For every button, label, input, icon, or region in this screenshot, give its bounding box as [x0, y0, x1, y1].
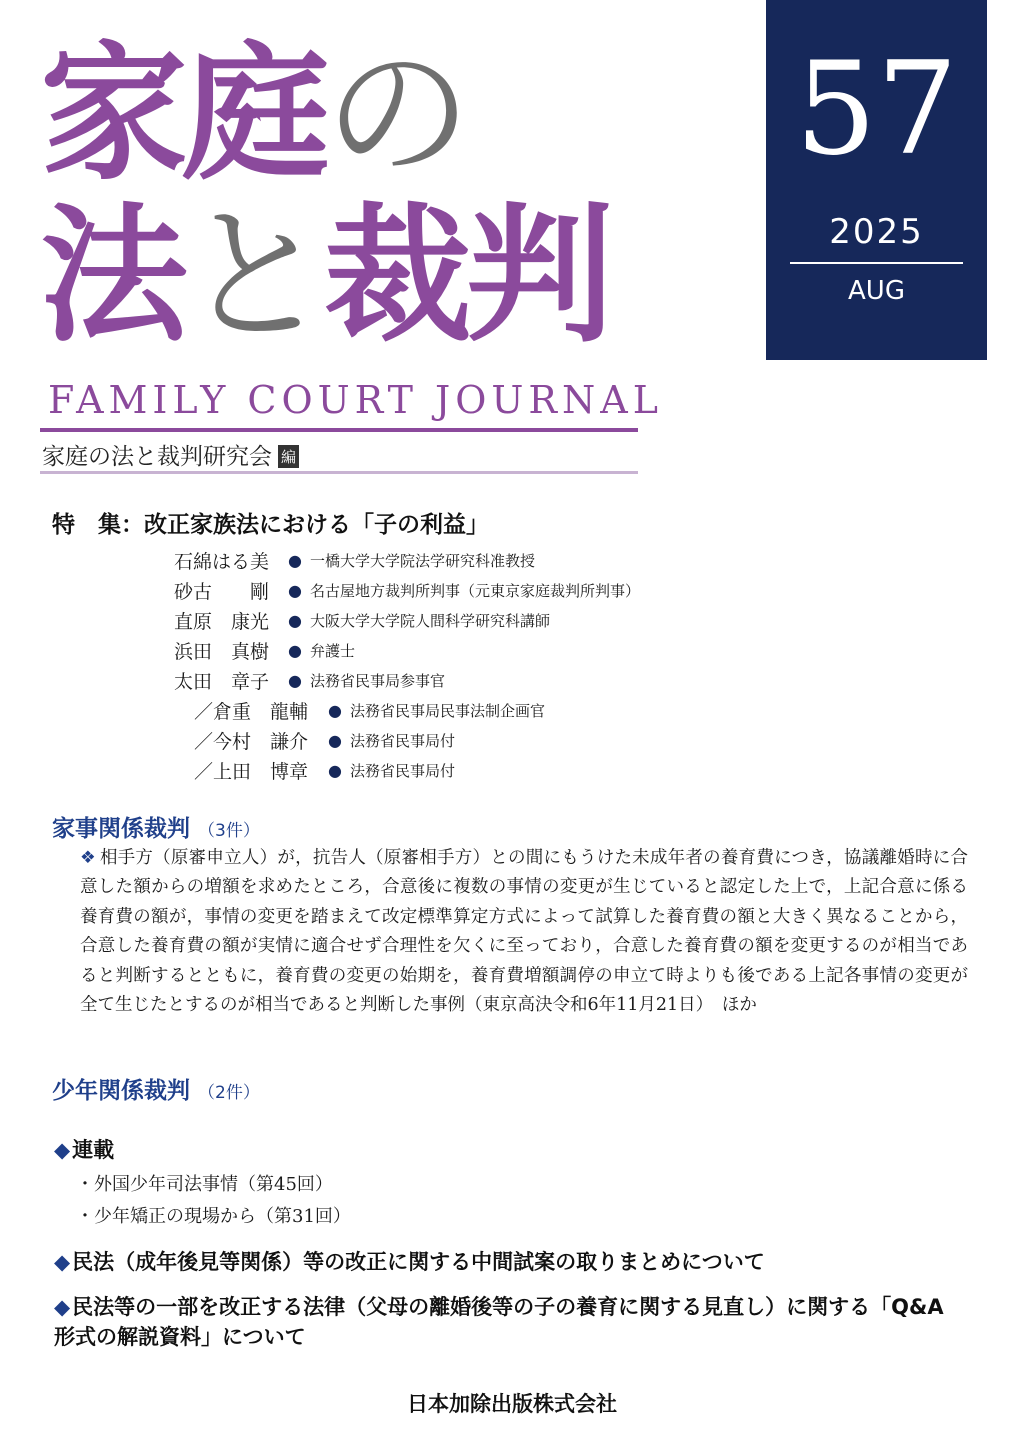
author-affiliation: 法務省民事局参事官 — [309, 671, 445, 690]
author-affiliation: 弁護士 — [309, 641, 355, 660]
diamond-icon: ◆ — [54, 1250, 71, 1274]
author-affiliation: 法務省民事局付 — [349, 731, 455, 750]
bullet-dot-icon: ● — [328, 730, 342, 750]
case-summary-text: 相手方（原審申立人）が，抗告人（原審相手方）との間にもうけた未成年者の養育費につき，協議離婚時に合意した額からの増額を求めたところ，合意後に複数の事情の変更が生じていると認定した上で，上記合意に係る養育費の額が，事情の変更を踏まえて改定標準算定方式によって試算した養育費の額と大きく異なることから，合意した養育費の額が実情に適合せず合理性を欠くに至っており，合意した養育費の額を変更するのが相当であると判断するとともに，養育費の変更の始期を，養育費増額調停の申立て時よりも後である上記各事情の変更が全て生じたとするのが相当であると判断した事例（東京高決令和6年11月21日） ほか — [80, 848, 968, 1016]
editor-tag: 編 — [278, 445, 299, 468]
bullet-dot-icon: ● — [288, 580, 302, 600]
author-name: 直原 康光 — [174, 610, 270, 633]
series-heading — [54, 1134, 114, 1164]
domestic-cases-title: 家事関係裁判 — [52, 816, 190, 842]
article-heading — [54, 1292, 954, 1352]
title-saiban: 裁判 — [324, 190, 608, 362]
juvenile-cases-heading — [52, 1072, 260, 1105]
author-affiliation: 大阪大学大学院人間科学研究科講師 — [309, 611, 550, 630]
editor-name: 家庭の法と裁判研究会 — [42, 444, 272, 470]
series-item: ・外国少年司法事情（第45回） — [76, 1174, 333, 1195]
title-to: と — [182, 190, 324, 362]
editor-rule — [40, 471, 638, 474]
author-row — [174, 605, 640, 635]
title-rule — [40, 428, 638, 432]
bullet-dot-icon: ● — [328, 700, 342, 720]
bullet-dot-icon: ● — [288, 670, 302, 690]
domestic-cases-count: （3件） — [198, 821, 260, 841]
journal-title-line-1 — [40, 28, 466, 200]
title-kasei: 家庭 — [40, 28, 324, 200]
author-row — [174, 725, 640, 755]
publisher-name: 日本加除出版株式会社 — [407, 1392, 617, 1416]
bullet-dot-icon: ● — [288, 550, 302, 570]
issue-box — [766, 0, 987, 360]
diamond-icon: ◆ — [54, 1138, 71, 1162]
author-affiliation: 名古屋地方裁判所判事（元東京家庭裁判所判事） — [309, 581, 640, 600]
author-row — [174, 755, 640, 785]
juvenile-cases-title: 少年関係裁判 — [52, 1078, 190, 1104]
feature-heading: 特 集：改正家族法における「子の利益」 — [52, 512, 489, 538]
author-name: 太田 章子 — [174, 670, 270, 693]
issue-divider — [790, 262, 963, 264]
author-affiliation: 法務省民事局付 — [349, 761, 455, 780]
author-row — [174, 635, 640, 665]
domestic-cases-heading — [52, 810, 260, 843]
author-row — [174, 575, 640, 605]
author-affiliation: 一橋大学大学院法学研究科准教授 — [309, 551, 535, 570]
series-item: ・少年矯正の現場から（第31回） — [76, 1206, 351, 1227]
author-name: ／倉重 龍輔 — [194, 700, 309, 723]
bullet-dot-icon: ● — [288, 610, 302, 630]
author-row — [174, 545, 640, 575]
bullet-dot-icon: ● — [288, 640, 302, 660]
issue-year: 2025 — [829, 212, 924, 252]
article-title: 民法等の一部を改正する法律（父母の離婚後等の子の養育に関する見直し）に関する「Q&A形式の解説資料」について — [54, 1295, 944, 1349]
case-summary — [80, 844, 968, 1020]
author-affiliation: 法務省民事局民事法制企画官 — [349, 701, 545, 720]
author-list — [174, 545, 640, 785]
issue-number: 57 — [795, 35, 958, 184]
article-heading — [54, 1246, 765, 1276]
ornament-icon: ❖ — [80, 848, 96, 868]
author-name: 石綿はる美 — [174, 550, 270, 573]
author-name: ／上田 博章 — [194, 760, 309, 783]
english-title: FAMILY COURT JOURNAL — [48, 378, 663, 422]
title-no: の — [324, 28, 466, 200]
author-name: 浜田 真樹 — [174, 640, 270, 663]
article-title: 民法（成年後見等関係）等の改正に関する中間試案の取りまとめについて — [72, 1250, 765, 1274]
author-row — [174, 665, 640, 695]
issue-month: AUG — [848, 276, 905, 306]
editor-line — [42, 438, 299, 471]
series-title: 連載 — [72, 1138, 115, 1162]
author-name: ／今村 謙介 — [194, 730, 309, 753]
title-hou: 法 — [40, 190, 182, 362]
author-name: 砂古 剛 — [174, 580, 270, 603]
author-row — [174, 695, 640, 725]
juvenile-cases-count: （2件） — [198, 1083, 260, 1103]
bullet-dot-icon: ● — [328, 760, 342, 780]
journal-title-line-2 — [40, 190, 608, 362]
diamond-icon: ◆ — [54, 1295, 71, 1319]
